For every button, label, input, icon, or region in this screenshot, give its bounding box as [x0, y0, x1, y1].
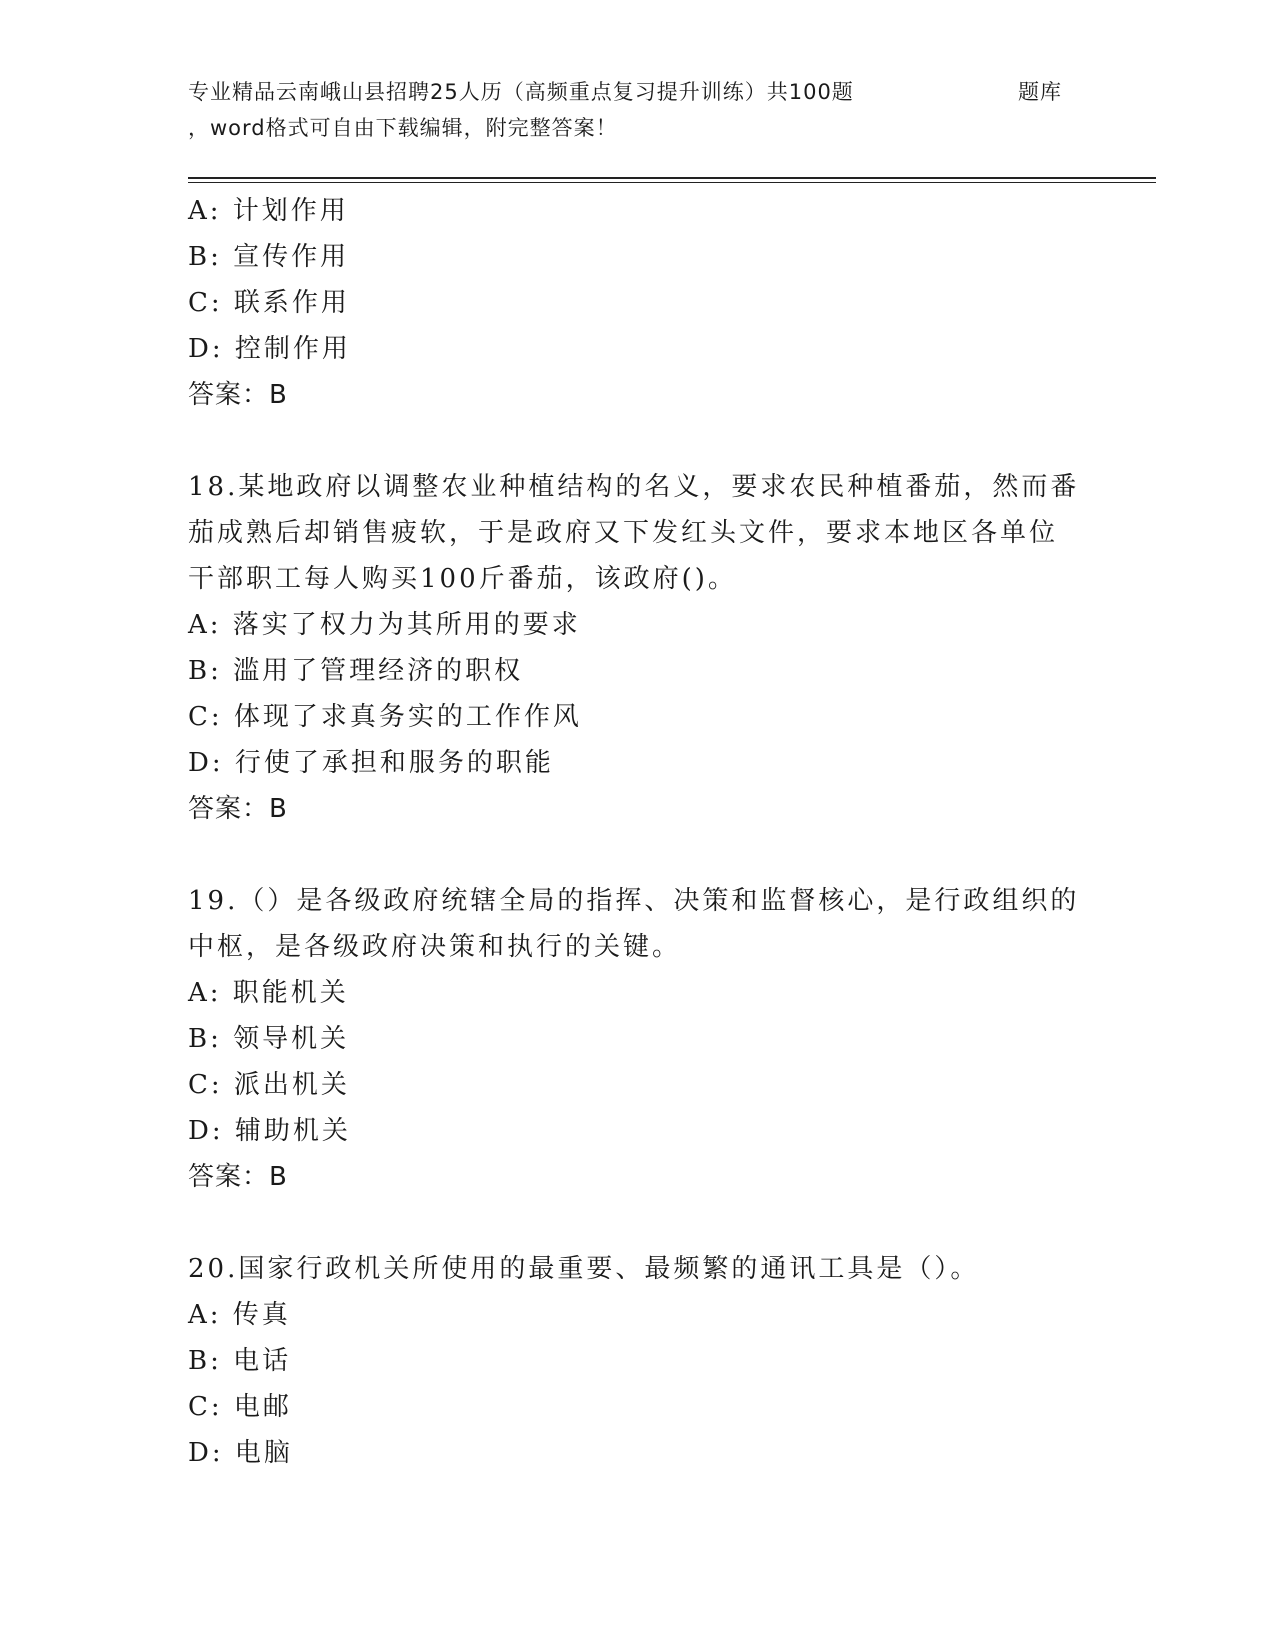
- option-c: C: 派出机关: [188, 1070, 350, 1100]
- answer: 答案：B: [188, 794, 288, 824]
- option-c: C: 联系作用: [188, 288, 350, 318]
- question-19: [188, 878, 1088, 1200]
- spacer: [188, 1200, 1088, 1246]
- question-text-line-1: 19.（）是各级政府统辖全局的指挥、决策和监督核心，是行政组织的: [188, 886, 1080, 916]
- answer: 答案：B: [188, 380, 288, 410]
- header-subtitle: ，word格式可自由下载编辑，附完整答案！: [188, 116, 618, 140]
- header-divider-thin: [188, 182, 1156, 183]
- question-18: [188, 464, 1088, 832]
- option-a: A: 职能机关: [188, 978, 349, 1008]
- option-b: B: 宣传作用: [188, 242, 350, 272]
- question-17: [188, 188, 1088, 418]
- header-divider: [188, 177, 1156, 179]
- option-d: D: 辅助机关: [188, 1116, 351, 1146]
- question-content: [188, 188, 1088, 1476]
- question-text-line-1: 20.国家行政机关所使用的最重要、最频繁的通讯工具是（）。: [188, 1254, 980, 1284]
- question-text-line-2: 中枢，是各级政府决策和执行的关键。: [188, 932, 682, 962]
- option-d: D: 电脑: [188, 1438, 293, 1468]
- option-c: C: 体现了求真务实的工作作风: [188, 702, 582, 732]
- option-c: C: 电邮: [188, 1392, 292, 1422]
- question-text-line-3: 干部职工每人购买100斤番茄，该政府()。: [188, 564, 737, 594]
- option-a: A: 计划作用: [188, 196, 349, 226]
- question-text-line-1: 18.某地政府以调整农业种植结构的名义，要求农民种植番茄，然而番: [188, 472, 1080, 502]
- option-b: B: 滥用了管理经济的职权: [188, 656, 524, 686]
- header-title-suffix: 题库: [1018, 80, 1062, 104]
- question-text-line-2: 茄成熟后却销售疲软，于是政府又下发红头文件，要求本地区各单位: [188, 518, 1059, 548]
- answer: 答案：B: [188, 1162, 288, 1192]
- option-a: A: 传真: [188, 1300, 291, 1330]
- option-b: B: 电话: [188, 1346, 292, 1376]
- spacer: [188, 832, 1088, 878]
- option-d: D: 行使了承担和服务的职能: [188, 748, 554, 778]
- page-header: [188, 74, 1068, 146]
- question-20: [188, 1246, 1088, 1476]
- option-d: D: 控制作用: [188, 334, 351, 364]
- spacer: [188, 418, 1088, 464]
- option-b: B: 领导机关: [188, 1024, 350, 1054]
- header-title: 专业精品云南峨山县招聘25人历（高频重点复习提升训练）共100题: [188, 80, 854, 104]
- option-a: A: 落实了权力为其所用的要求: [188, 610, 581, 640]
- header-line-1: [188, 74, 1068, 110]
